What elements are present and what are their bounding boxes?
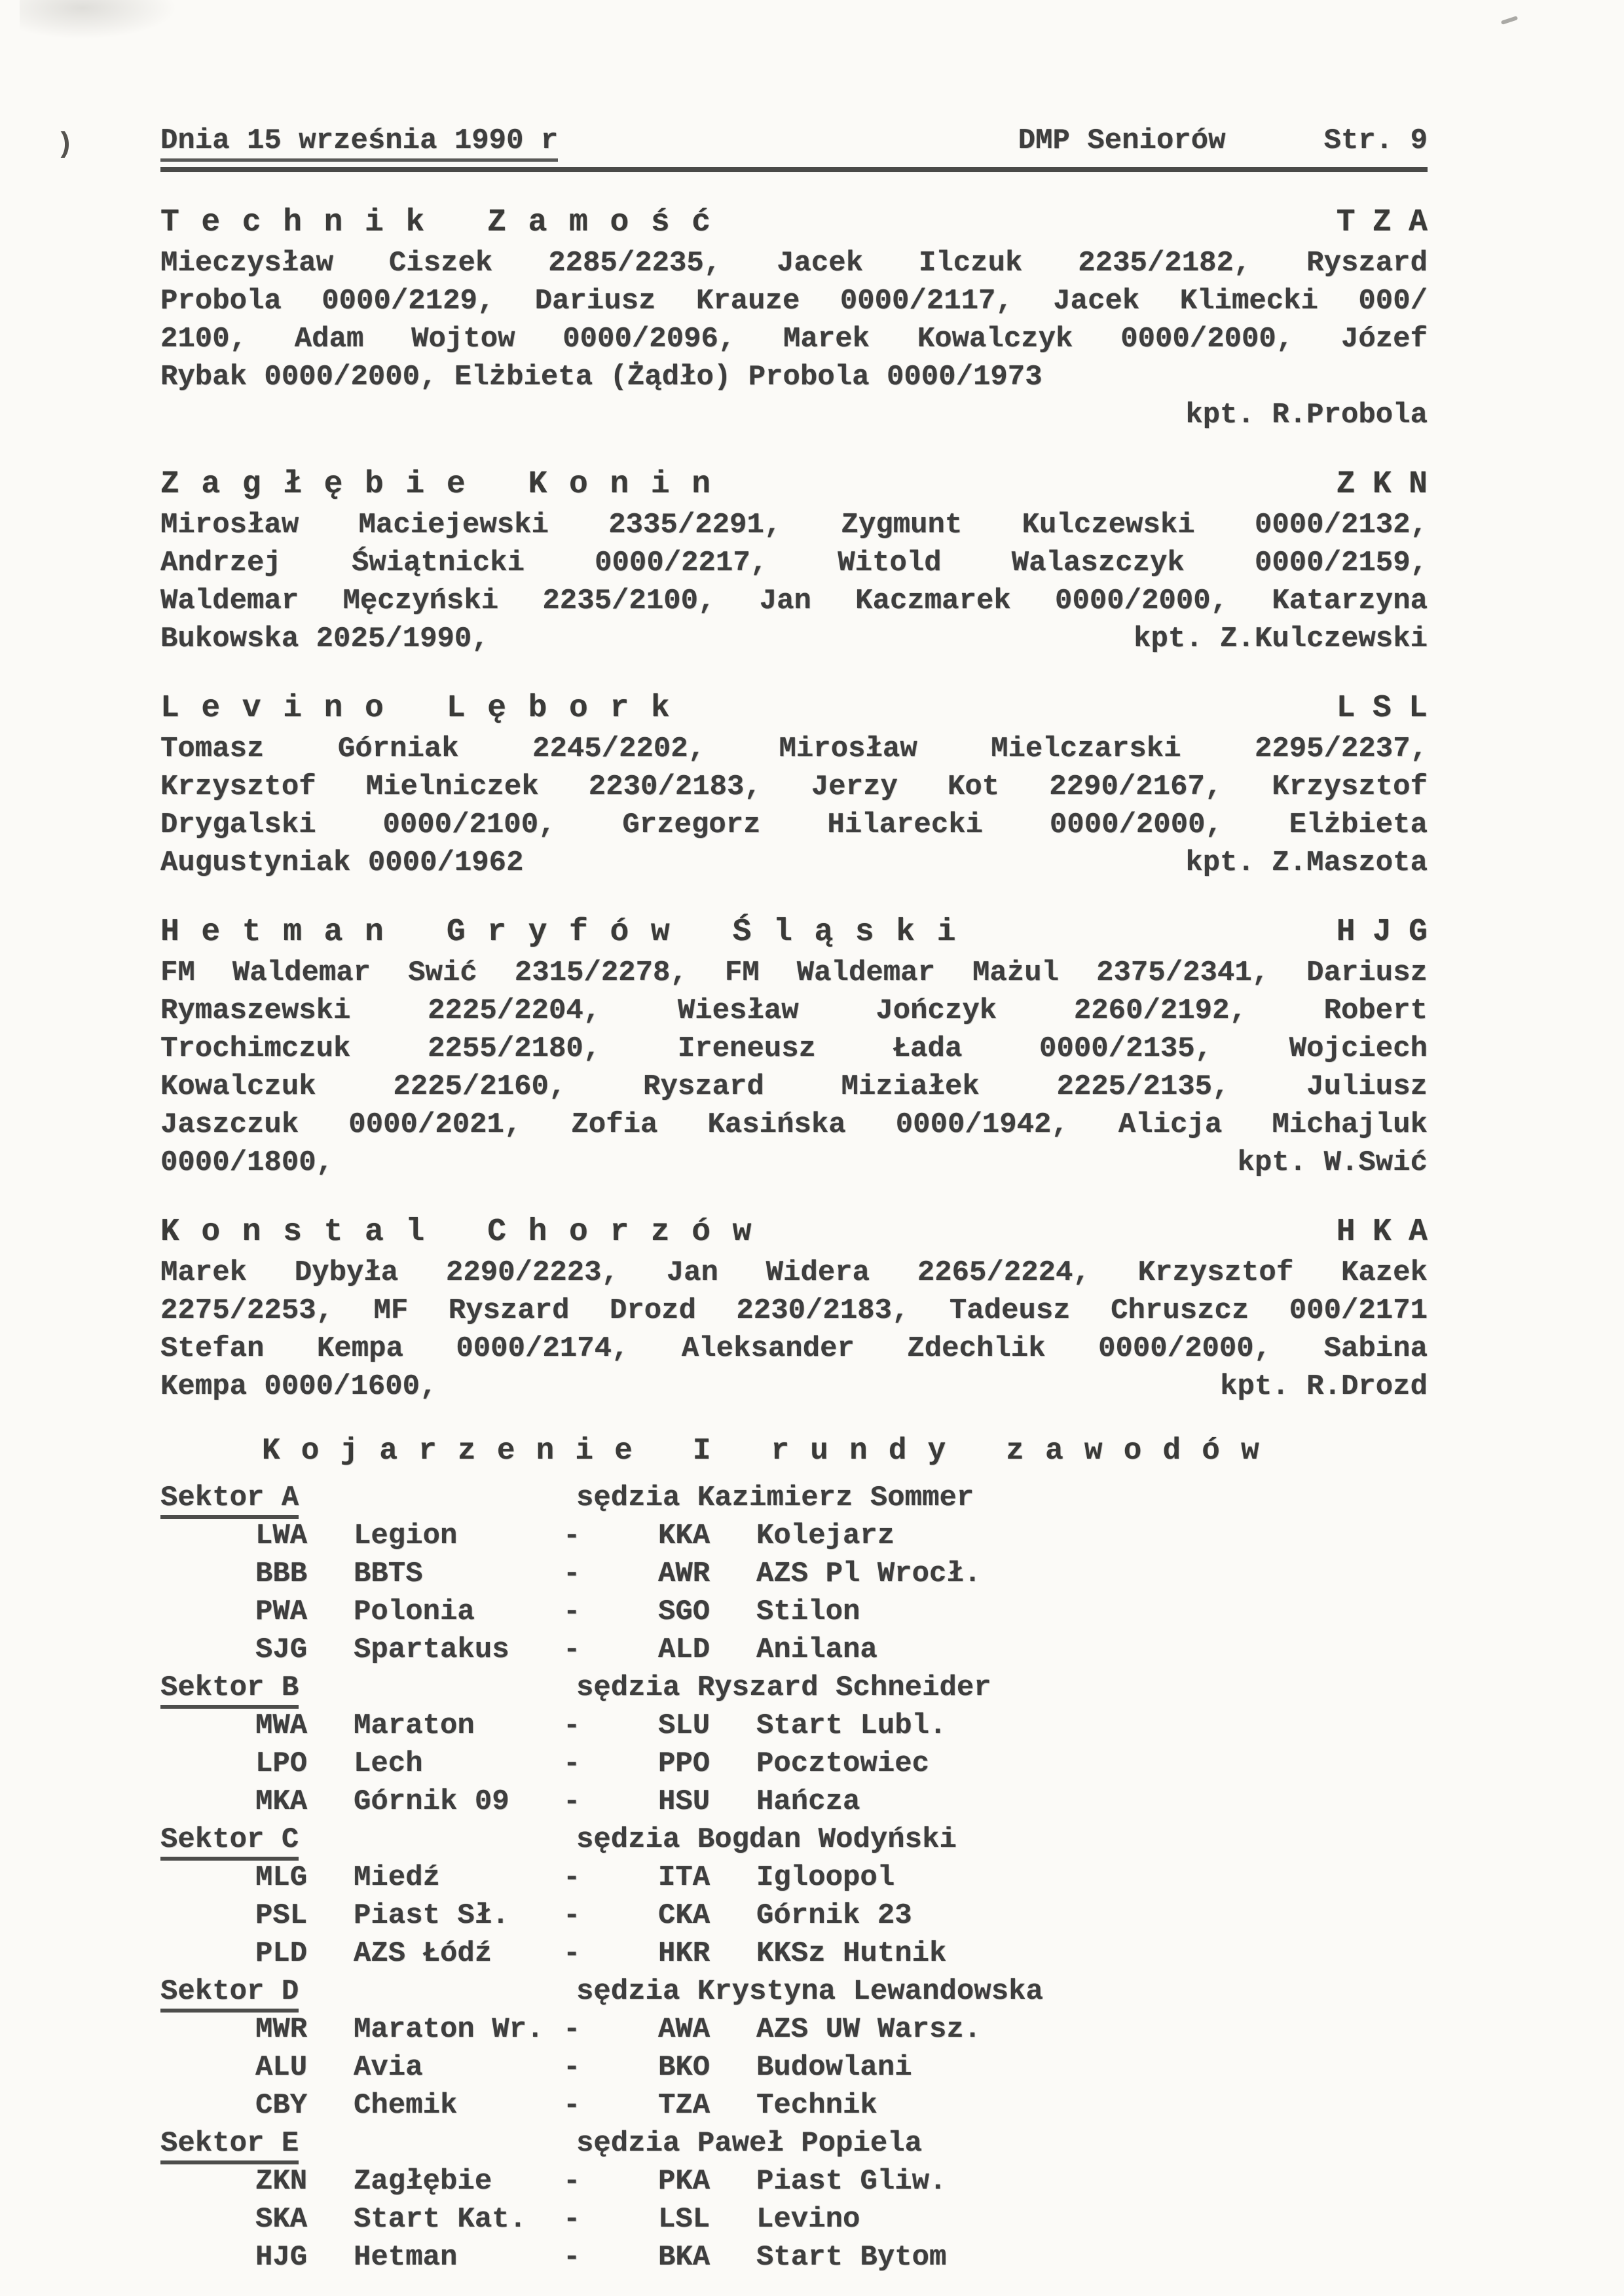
sector-label-wrap [160,2124,576,2162]
sector-header [160,1973,1428,2011]
team2-name: Stilon [756,1595,860,1628]
pairings-title: Kojarzenie I rundy zawodów [262,1434,1280,1468]
roster-line-tail: Bukowska 2025/1990, [160,623,489,655]
roster-line: Krzysztof Mielniczek 2230/2183, Jerzy Kot 2290/2167, Krzysztof [160,771,1428,803]
roster-line: 2275/2253, MF Ryszard Drozd 2230/2183, Tadeusz Chruszcz 000/2171 [160,1294,1428,1327]
team-captain-row [160,1368,1428,1406]
indent [160,1935,255,1973]
vs-dash: - [563,1937,581,1970]
sector-header [160,1669,1428,1707]
team1-code: SKA [255,2203,308,2236]
match-row [160,2162,1428,2200]
team1-code: LWA [255,1520,308,1552]
vs-dash: - [563,2203,581,2236]
team-name: Konstal Chorzów [160,1214,774,1250]
vs-dash: - [563,1747,581,1780]
roster-line: Rybak 0000/2000, Elżbieta (Żądło) Probola 0000/1973 [160,361,1043,393]
team2-name: Igloopol [756,1861,895,1894]
team1-name: Miedź [354,1861,441,1894]
team1-name: Hetman [354,2241,458,2274]
vs-dash: - [563,2241,581,2274]
roster-line: 2100, Adam Wojtow 0000/2096, Marek Kowalczyk 0000/2000, Józef [160,323,1428,355]
sector-label: Sektor C [160,1823,299,1861]
team2-name: KKSz Hutnik [756,1937,947,1970]
vs-dash: - [563,1785,581,1818]
vs-dash: - [563,1633,581,1666]
team2-name: AZS UW Warsz. [756,2013,982,2046]
vs-dash: - [563,1595,581,1628]
team1-name: Zagłębie [354,2165,492,2198]
team2-name: Górnik 23 [756,1899,912,1932]
match-row [160,1859,1428,1897]
roster-line: Marek Dybyła 2290/2223, Jan Widera 2265/2224, Krzysztof Kazek [160,1256,1428,1289]
team1-name: BBTS [354,1558,423,1590]
sector-header [160,2124,1428,2162]
sector-b-block [160,1669,1428,1821]
roster-line: Rymaszewski 2225/2204, Wiesław Jończyk 2260/2192, Robert [160,994,1428,1027]
match-row [160,1935,1428,1973]
roster-line-tail: Augustyniak 0000/1962 [160,847,524,879]
team1-name: Chemik [354,2089,458,2122]
match-row [160,2086,1428,2124]
sector-label-wrap [160,1973,576,2011]
captain-label: kpt. W.Swić [1237,1146,1428,1179]
sector-label: Sektor A [160,1482,299,1519]
roster-line: Trochimczuk 2255/2180, Ireneusz Łada 0000/2135, Wojciech [160,1032,1428,1065]
sector-header [160,1479,1428,1517]
match-row [160,1631,1428,1669]
match-row [160,1517,1428,1555]
captain-label: kpt. R.Drozd [1220,1370,1428,1403]
team2-code: ALD [658,1633,710,1666]
team2-name: Budowlani [756,2051,912,2084]
team-name: Hetman Gryfów Śląski [160,915,978,950]
sector-header [160,1821,1428,1859]
indent [160,2200,255,2238]
scan-speck [1501,16,1519,25]
team2-code: AWR [658,1558,710,1590]
indent [160,1555,255,1593]
match-row [160,1897,1428,1935]
team1-name: Spartakus [354,1633,509,1666]
sector-judge: sędzia Krystyna Lewandowska [576,1975,1043,2008]
match-row [160,1707,1428,1745]
sector-judge: sędzia Paweł Popiela [576,2127,923,2160]
sector-label: Sektor E [160,2127,299,2164]
sector-label: Sektor B [160,1671,299,1709]
header-page-number: Str. 9 [1323,124,1428,157]
team1-name: AZS Łódź [354,1937,492,1970]
team1-code: MWR [255,2013,308,2046]
team2-code: SLU [658,1709,710,1742]
team-name: Levino Lębork [160,691,692,726]
team1-name: Legion [354,1520,458,1552]
sector-label-wrap [160,1821,576,1859]
team-name: Zagłębie Konin [160,467,733,502]
page-header [160,124,1428,172]
vs-dash: - [563,1709,581,1742]
team2-code: ITA [658,1861,710,1894]
team2-code: BKO [658,2051,710,2084]
team1-code: ZKN [255,2165,308,2198]
roster-line: Drygalski 0000/2100, Grzegorz Hilarecki 0000/2000, Elżbieta [160,809,1428,841]
match-row [160,2049,1428,2086]
team2-name: AZS Pl Wrocł. [756,1558,982,1590]
indent [160,2238,255,2276]
sector-label-wrap [160,1669,576,1707]
vs-dash: - [563,1899,581,1932]
roster-line: Jaszczuk 0000/2021, Zofia Kasińska 0000/1942, Alicja Michajluk [160,1108,1428,1141]
match-row [160,1555,1428,1593]
team2-code: TZA [658,2089,710,2122]
indent [160,1783,255,1821]
team-name: Technik Zamość [160,205,733,240]
team-code: ZKN [1336,467,1445,502]
match-row [160,2200,1428,2238]
indent [160,1707,255,1745]
team2-name: Hańcza [756,1785,860,1818]
team-captain-row [160,620,1428,658]
team2-name: Anilana [756,1633,877,1666]
roster-line: Kowalczuk 2225/2160, Ryszard Miziałek 2225/2135, Juliusz [160,1070,1428,1103]
roster-line-tail: Kempa 0000/1600, [160,1370,437,1403]
vs-dash: - [563,2089,581,2122]
team-captain-row [160,1144,1428,1182]
team-code: HJG [1336,915,1445,950]
indent [160,1593,255,1631]
roster-line: Mirosław Maciejewski 2335/2291, Zygmunt Kulczewski 0000/2132, [160,509,1428,541]
roster-line-tail: 0000/1800, [160,1146,334,1179]
sector-judge: sędzia Ryszard Schneider [576,1671,991,1704]
team-captain-row [160,844,1428,882]
sector-judge: sędzia Kazimierz Sommer [576,1482,974,1514]
team2-code: AWA [658,2013,710,2046]
match-row [160,1593,1428,1631]
vs-dash: - [563,1558,581,1590]
captain-label: kpt. Z.Kulczewski [1134,623,1428,655]
team1-code: MWA [255,1709,308,1742]
vs-dash: - [563,2165,581,2198]
team1-code: MLG [255,1861,308,1894]
indent [160,2086,255,2124]
vs-dash: - [563,2051,581,2084]
team-section-konstal-chorzow [160,1211,1445,1406]
match-row [160,2238,1428,2276]
team1-name: Start Kat. [354,2203,527,2236]
vs-dash: - [563,2013,581,2046]
team1-code: SJG [255,1633,308,1666]
team2-name: Technik [756,2089,877,2122]
team-section-technik-zamosc [160,201,1445,434]
sector-c-block [160,1821,1428,1973]
scan-stray-mark: ) [56,128,74,161]
team1-name: Piast Sł. [354,1899,509,1932]
scan-smudge [20,0,177,39]
roster-line: Andrzej Świątnicki 0000/2217, Witold Walaszczyk 0000/2159, [160,547,1428,579]
sector-label: Sektor D [160,1975,299,2013]
team1-name: Lech [354,1747,423,1780]
vs-dash: - [563,1520,581,1552]
team1-name: Avia [354,2051,423,2084]
team-heading [160,463,1445,506]
team-section-hetman-gryfow [160,911,1445,1182]
team2-code: KKA [658,1520,710,1552]
roster-line: FM Waldemar Swić 2315/2278, FM Waldemar Mażul 2375/2341, Dariusz [160,957,1428,989]
team2-code: BKA [658,2241,710,2274]
sector-e-block [160,2124,1428,2276]
indent [160,1631,255,1669]
team2-name: Levino [756,2203,860,2236]
team1-code: HJG [255,2241,308,2274]
sector-label-wrap [160,1479,576,1517]
team1-code: LPO [255,1747,308,1780]
roster-line: Mieczysław Ciszek 2285/2235, Jacek Ilczuk 2235/2182, Ryszard [160,247,1428,280]
team1-code: BBB [255,1558,308,1590]
team-code: LSL [1336,691,1445,726]
team-heading [160,1211,1445,1254]
team2-name: Start Bytom [756,2241,947,2274]
sector-d-block [160,1973,1428,2124]
indent [160,2162,255,2200]
team1-name: Górnik 09 [354,1785,509,1818]
sector-judge: sędzia Bogdan Wodyński [576,1823,957,1856]
vs-dash: - [563,1861,581,1894]
team2-code: PKA [658,2165,710,2198]
team2-code: HKR [658,1937,710,1970]
indent [160,1745,255,1783]
captain-label: kpt. R.Probola [1185,399,1428,431]
team2-code: CKA [658,1899,710,1932]
team1-name: Maraton Wr. [354,2013,544,2046]
team-heading [160,911,1445,954]
match-row [160,2011,1428,2049]
team-code: HKA [1336,1214,1445,1250]
roster-line: Tomasz Górniak 2245/2202, Mirosław Mielczarski 2295/2237, [160,733,1428,765]
team-code: TZA [1336,205,1445,240]
indent [160,1897,255,1935]
team-heading [160,687,1445,730]
indent [160,2011,255,2049]
team2-name: Start Lubl. [756,1709,947,1742]
team-heading [160,201,1445,244]
match-row [160,1783,1428,1821]
team2-name: Pocztowiec [756,1747,930,1780]
indent [160,1859,255,1897]
roster-line: Probola 0000/2129, Dariusz Krauze 0000/2117, Jacek Klimecki 000/ [160,285,1428,318]
team-captain-row [160,396,1428,434]
team2-code: PPO [658,1747,710,1780]
team1-code: PWA [255,1595,308,1628]
header-date: Dnia 15 września 1990 r [160,124,558,162]
header-title: DMP Seniorów [1018,124,1226,157]
roster-line: Stefan Kempa 0000/2174, Aleksander Zdechlik 0000/2000, Sabina [160,1332,1428,1365]
team2-name: Piast Gliw. [756,2165,947,2198]
team2-name: Kolejarz [756,1520,895,1552]
team1-code: PSL [255,1899,308,1932]
team1-code: ALU [255,2051,308,2084]
captain-label: kpt. Z.Maszota [1185,847,1428,879]
roster-line: Waldemar Męczyński 2235/2100, Jan Kaczmarek 0000/2000, Katarzyna [160,585,1428,617]
team1-name: Polonia [354,1595,475,1628]
team-section-levino-lebork [160,687,1445,882]
match-row [160,1745,1428,1783]
team2-code: HSU [658,1785,710,1818]
indent [160,1517,255,1555]
indent [160,2049,255,2086]
team-section-zaglebie-konin [160,463,1445,658]
team2-code: SGO [658,1595,710,1628]
sector-a-block [160,1479,1428,1669]
team2-code: LSL [658,2203,710,2236]
team1-code: MKA [255,1785,308,1818]
team1-code: CBY [255,2089,308,2122]
team1-code: PLD [255,1937,308,1970]
team1-name: Maraton [354,1709,475,1742]
